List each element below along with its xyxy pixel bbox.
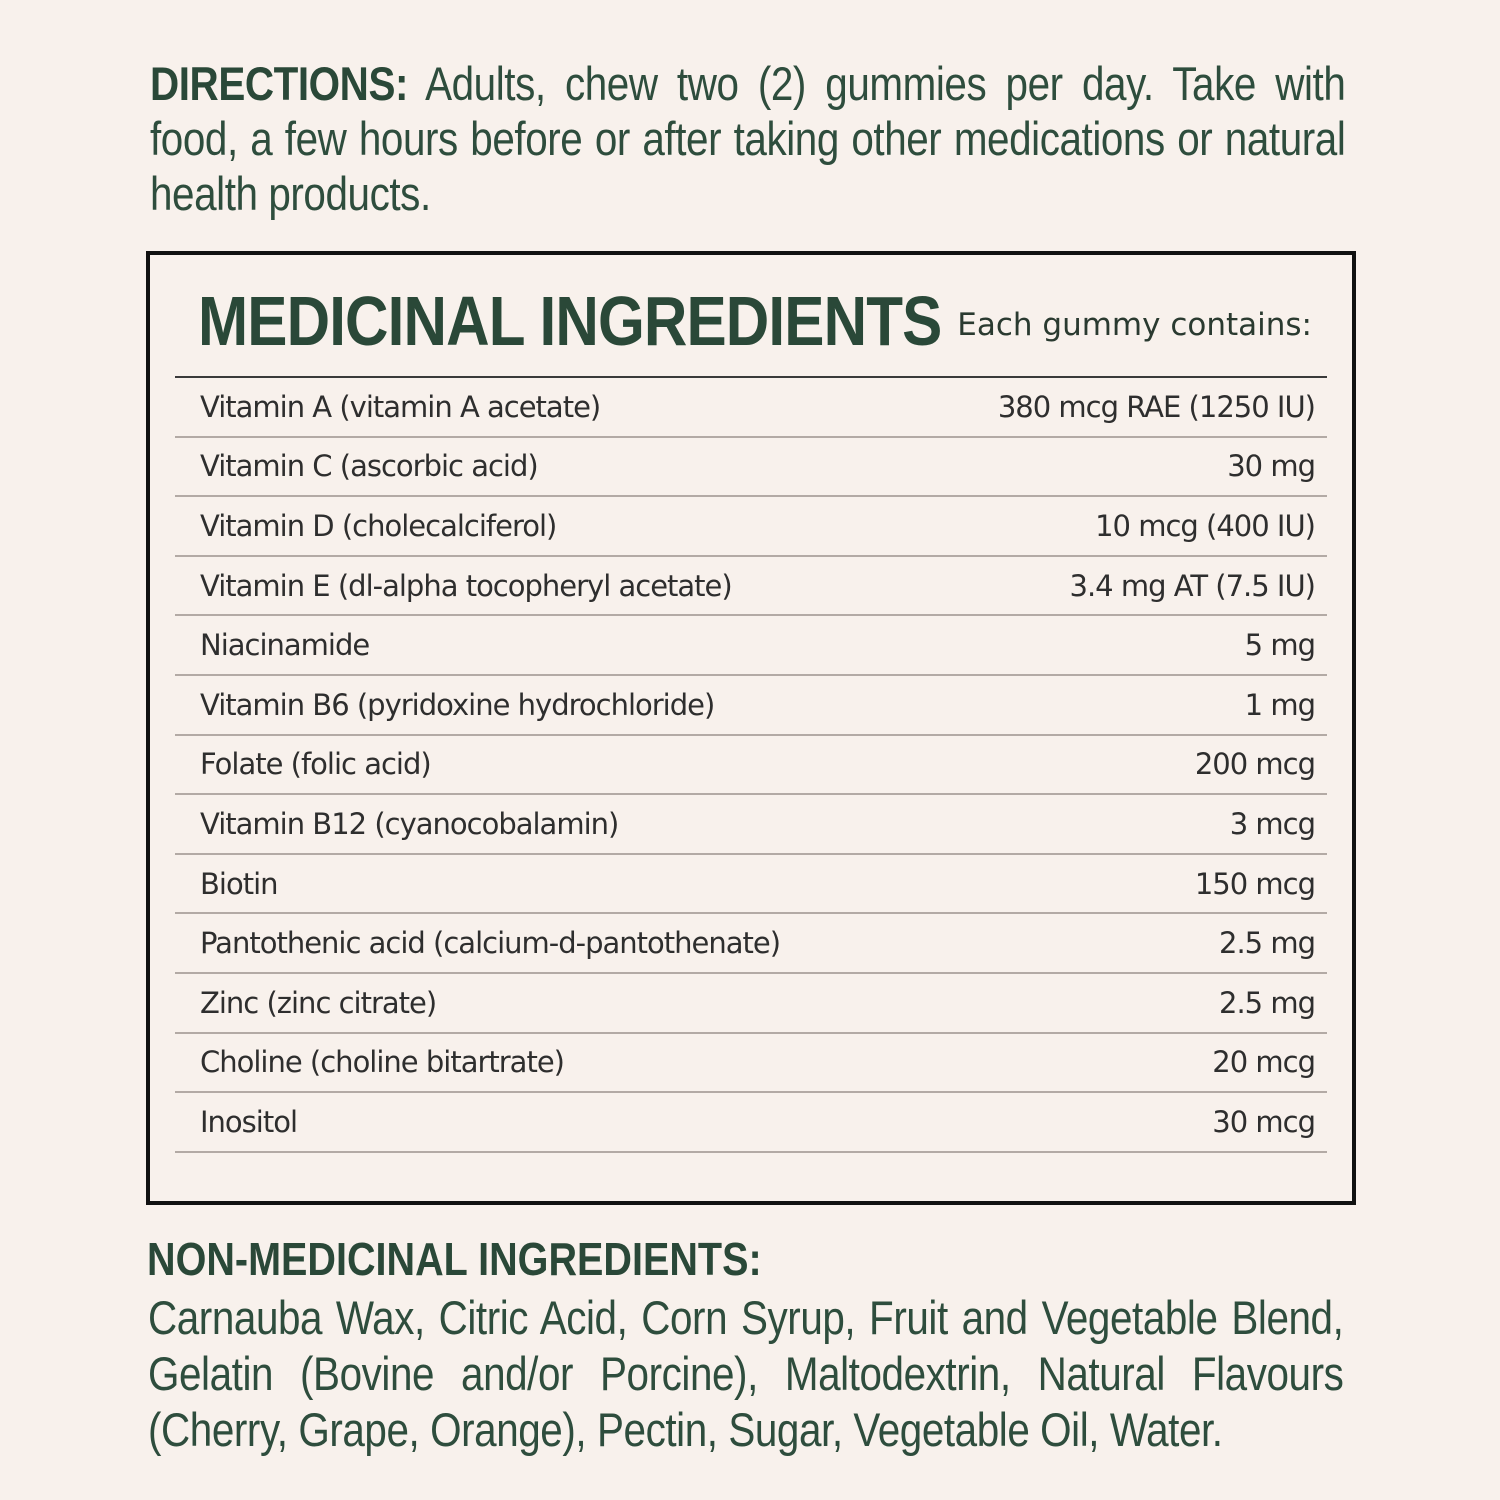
ingredient-row (175, 557, 1327, 617)
ingredient-row (175, 438, 1327, 498)
ingredient-row (175, 676, 1327, 736)
ingredient-amount: 3 mcg (1229, 806, 1315, 841)
ingredient-amount: 200 mcg (1194, 747, 1315, 782)
ingredient-row (175, 1034, 1327, 1094)
ingredient-name: Vitamin D (cholecalciferol) (200, 508, 557, 543)
directions-label: DIRECTIONS: (150, 57, 408, 110)
ingredient-row (175, 378, 1327, 438)
directions-text: Adults, chew two (2) gummies per day. Take with food, a few hours before or after taking other medications or natural health products. (150, 57, 1346, 220)
non-medicinal-ingredients-title: NON-MEDICINAL INGREDIENTS: (147, 1233, 762, 1285)
ingredient-row (175, 1093, 1327, 1153)
medicinal-ingredients-subtitle: Each gummy contains: (957, 307, 1312, 343)
ingredient-name: Vitamin B12 (cyanocobalamin) (200, 806, 619, 841)
directions-paragraph (150, 56, 1345, 221)
ingredient-name: Vitamin B6 (pyridoxine hydrochloride) (200, 687, 715, 722)
ingredient-amount: 20 mcg (1212, 1045, 1315, 1080)
ingredient-name: Inositol (200, 1104, 298, 1139)
ingredient-row (175, 914, 1327, 974)
ingredient-name: Pantothenic acid (calcium-d-pantothenate) (200, 926, 781, 961)
ingredient-amount: 380 mcg RAE (1250 IU) (997, 389, 1315, 424)
ingredient-amount: 5 mg (1244, 628, 1315, 663)
ingredient-row (175, 974, 1327, 1034)
ingredient-amount: 3.4 mg AT (7.5 IU) (1069, 568, 1315, 603)
ingredient-row (175, 497, 1327, 557)
ingredient-amount: 30 mcg (1212, 1104, 1315, 1139)
ingredient-name: Biotin (200, 866, 278, 901)
ingredient-amount: 2.5 mg (1219, 926, 1315, 961)
medicinal-ingredients-title: MEDICINAL INGREDIENTS (198, 282, 942, 360)
ingredient-row (175, 616, 1327, 676)
ingredient-amount: 2.5 mg (1219, 985, 1315, 1020)
ingredient-name: Zinc (zinc citrate) (200, 985, 437, 1020)
ingredient-name: Vitamin A (vitamin A acetate) (200, 389, 601, 424)
ingredient-row (175, 736, 1327, 796)
ingredient-table (175, 376, 1327, 1153)
ingredient-name: Folate (folic acid) (200, 747, 431, 782)
ingredient-amount: 10 mcg (400 IU) (1095, 508, 1315, 543)
ingredient-amount: 30 mg (1227, 449, 1315, 484)
ingredient-row (175, 855, 1327, 915)
ingredient-name: Vitamin E (dl-alpha tocopheryl acetate) (200, 568, 732, 603)
medicinal-ingredients-box (146, 251, 1356, 1205)
ingredient-name: Vitamin C (ascorbic acid) (200, 449, 538, 484)
ingredient-name: Choline (choline bitartrate) (200, 1045, 564, 1080)
ingredient-name: Niacinamide (200, 628, 370, 663)
ingredient-amount: 150 mcg (1194, 866, 1315, 901)
non-medicinal-ingredients-text: Carnauba Wax, Citric Acid, Corn Syrup, Fruit and Vegetable Blend, Gelatin (Bovine and/or Porcine), Maltodextrin, Natural Flavours (Cherry, Grape, Orange), Pectin, Sugar, Vegetable Oil, Water. (148, 1291, 1344, 1456)
ingredient-amount: 1 mg (1244, 687, 1315, 722)
ingredient-row (175, 795, 1327, 855)
